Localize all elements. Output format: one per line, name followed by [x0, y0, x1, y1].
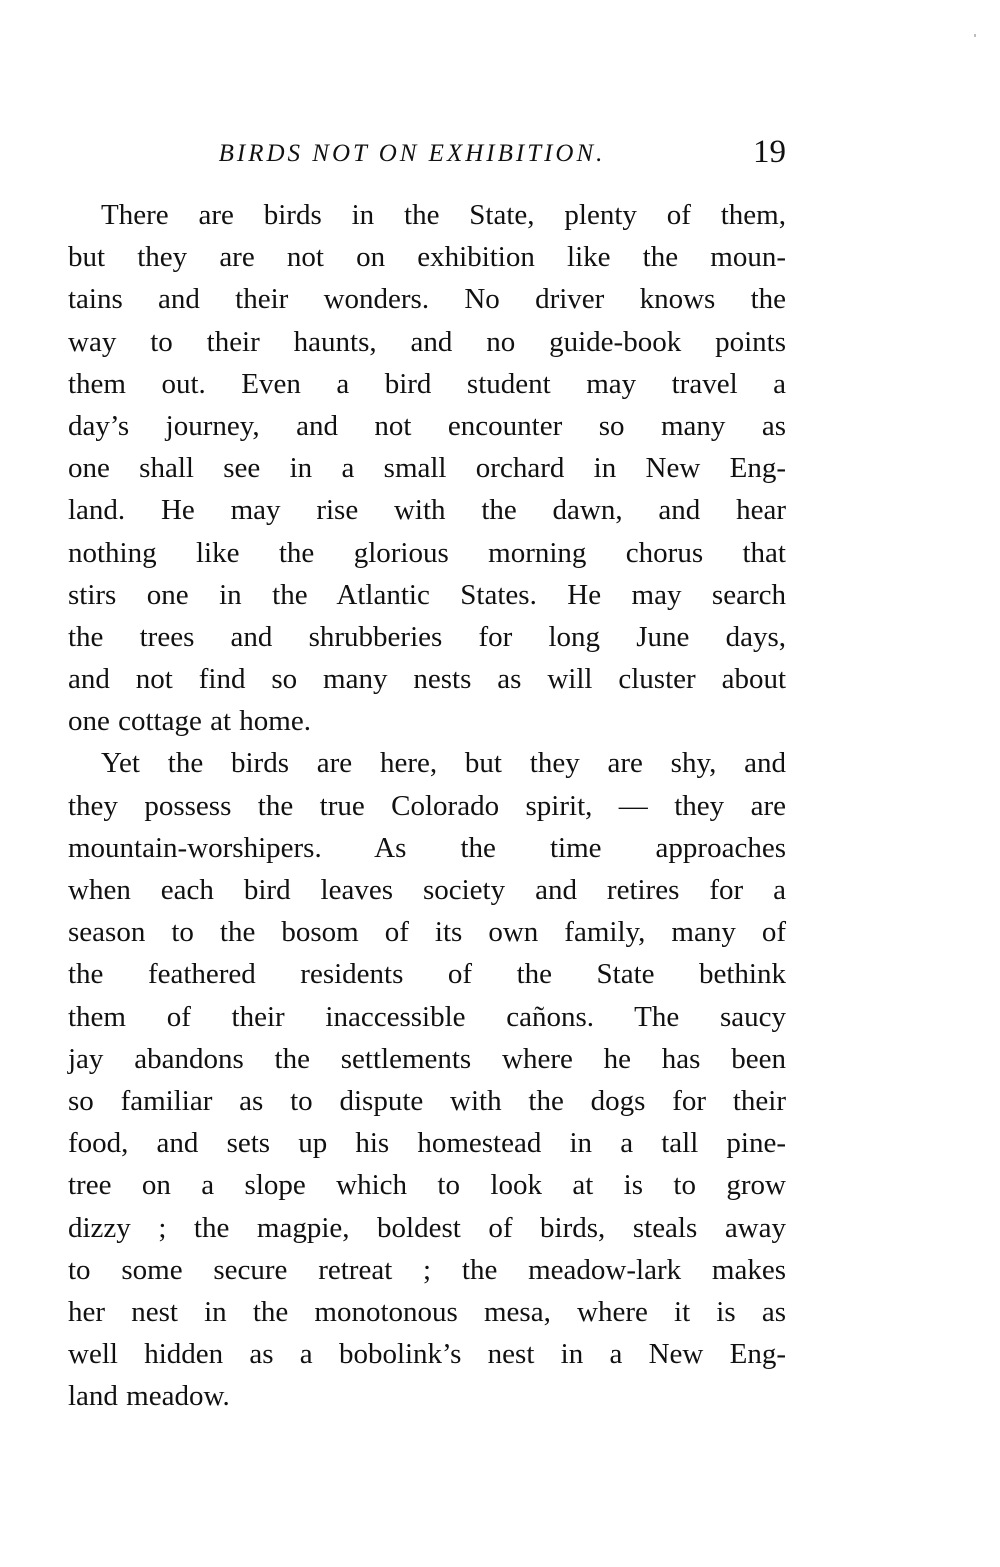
- text-line: stirs one in the Atlantic States. He may search: [68, 578, 786, 611]
- text-line: the feathered residents of the State bethink: [68, 958, 786, 991]
- running-title: [68, 140, 786, 168]
- text-line: so familiar as to dispute with the dogs for their: [68, 1084, 786, 1117]
- text-line: and not find so many nests as will cluster about: [68, 663, 786, 696]
- running-title-text: BIRDS NOT ON EXHIBITION.: [218, 140, 606, 167]
- text-line: her nest in the monotonous mesa, where it is as: [68, 1295, 786, 1328]
- text-line: one cottage at home.: [68, 705, 311, 738]
- running-head: [68, 132, 786, 182]
- text-line: dizzy ; the magpie, boldest of birds, steals away: [68, 1211, 786, 1244]
- text-line: way to their haunts, and no guide-book points: [68, 325, 786, 358]
- text-line: well hidden as a bobolink’s nest in a New Eng-: [68, 1338, 786, 1371]
- text-line: tree on a slope which to look at is to grow: [68, 1169, 786, 1202]
- paragraph-2: [68, 742, 786, 1417]
- text-line: but they are not on exhibition like the moun-: [68, 241, 786, 274]
- text-line: land meadow.: [68, 1380, 230, 1413]
- text-line: land. He may rise with the dawn, and hear: [68, 494, 786, 527]
- text-line: them out. Even a bird student may travel a: [68, 367, 786, 400]
- text-line: mountain-worshipers. As the time approaches: [68, 831, 786, 864]
- text-line: season to the bosom of its own family, many of: [68, 916, 786, 949]
- text-line: food, and sets up his homestead in a tall pine-: [68, 1127, 786, 1160]
- scan-speck: [974, 34, 976, 37]
- text-line: to some secure retreat ; the meadow-lark makes: [68, 1253, 786, 1286]
- page-number: 19: [753, 134, 786, 170]
- paragraph-1: [68, 194, 786, 742]
- text-line: tains and their wonders. No driver knows the: [68, 283, 786, 316]
- text-line: them of their inaccessible cañons. The saucy: [68, 1000, 786, 1033]
- text-line: day’s journey, and not encounter so many as: [68, 409, 786, 442]
- text-line: one shall see in a small orchard in New Eng-: [68, 452, 786, 485]
- text-line: when each bird leaves society and retires for a: [68, 874, 786, 906]
- text-line: they possess the true Colorado spirit, — they are: [68, 789, 786, 822]
- text-line: nothing like the glorious morning chorus that: [68, 536, 786, 569]
- text-line: jay abandons the settlements where he has been: [68, 1042, 786, 1075]
- text-line: There are birds in the State, plenty of them,: [101, 199, 786, 231]
- text-line: the trees and shrubberies for long June days,: [68, 620, 786, 653]
- text-line: Yet the birds are here, but they are shy, and: [101, 747, 786, 780]
- body-text: [68, 194, 786, 1417]
